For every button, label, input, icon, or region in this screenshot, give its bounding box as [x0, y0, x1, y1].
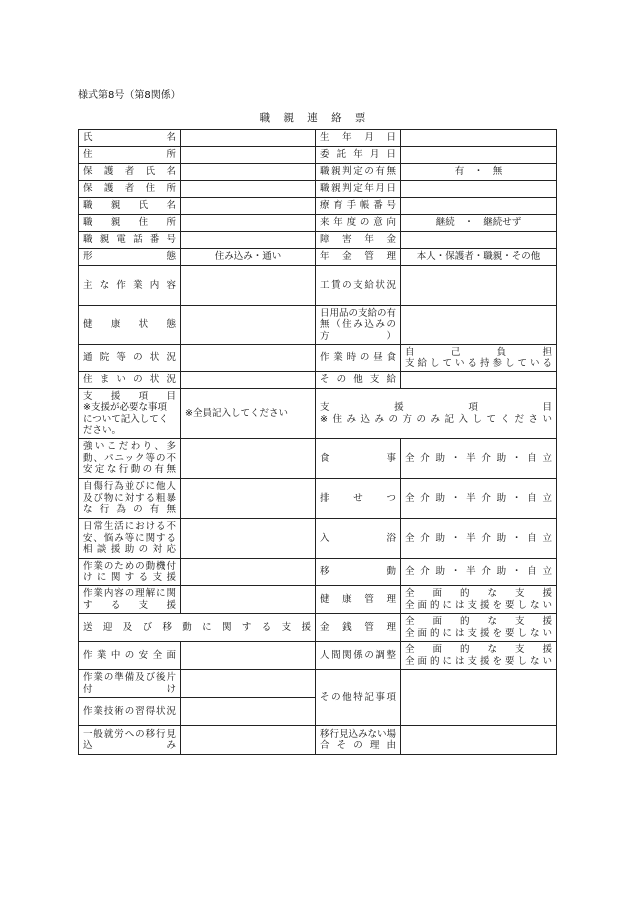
meal-options[interactable]: 全介助・半介助・自立 [401, 439, 557, 479]
unstable-behavior-label: 強いこだわり、多動、パニック等の不安定な行動の有無 [79, 439, 181, 479]
guardian-name-field[interactable] [181, 164, 316, 181]
commission-date-field[interactable] [401, 147, 557, 164]
form-row [79, 586, 557, 614]
name-field[interactable] [181, 130, 316, 147]
form-type-options[interactable]: 住み込み・通い [181, 249, 316, 266]
form-row [79, 249, 557, 266]
form-row [79, 306, 557, 345]
form-row [79, 372, 557, 389]
full-support-option[interactable]: 全面的な支援 [405, 588, 552, 600]
address-field[interactable] [181, 147, 316, 164]
partial-support-option[interactable]: 全面的には支援を要しない [405, 655, 552, 667]
work-lunch-options[interactable] [401, 345, 557, 372]
daily-goods-field[interactable] [401, 306, 557, 345]
assessment-date-field[interactable] [401, 181, 557, 198]
form-row [79, 345, 557, 372]
relationship-adjustment-label: 人間関係の調整 [316, 642, 401, 670]
full-support-option[interactable]: 全面的な支援 [405, 644, 552, 656]
main-work-field[interactable] [181, 266, 316, 306]
employer-address-field[interactable] [181, 215, 316, 232]
daily-goods-label: 日用品の支給の有無（住み込みの方） [316, 306, 401, 345]
self-harm-label: 自傷行為並びに他人及び物に対する粗暴な行為の有無 [79, 479, 181, 519]
self-harm-field[interactable] [181, 479, 316, 519]
form-row [79, 479, 557, 519]
liaison-form-table [78, 129, 557, 755]
partial-support-option[interactable]: 全面的には支援を要しない [405, 627, 552, 639]
assessment-date-label: 職親判定年月日 [316, 181, 401, 198]
health-management-options[interactable] [401, 586, 557, 614]
bathing-label: 入浴 [316, 519, 401, 559]
work-understanding-field[interactable] [181, 586, 316, 614]
form-row [79, 266, 557, 306]
toileting-options[interactable]: 全介助・半介助・自立 [401, 479, 557, 519]
employer-phone-field[interactable] [181, 232, 316, 249]
work-prep-label: 作業の準備及び後片付け [79, 670, 181, 698]
handbook-number-label: 療育手帳番号 [316, 198, 401, 215]
address-label: 住所 [79, 147, 181, 164]
assessment-presence-label: 職親判定の有無 [316, 164, 401, 181]
full-support-option[interactable]: 全面的な支援 [405, 616, 552, 628]
relationship-adjustment-options[interactable] [401, 642, 557, 670]
name-label: 氏名 [79, 130, 181, 147]
form-row [79, 519, 557, 559]
form-row [79, 147, 557, 164]
form-row [79, 614, 557, 642]
form-row [79, 181, 557, 198]
main-work-label: 主な作業内容 [79, 266, 181, 306]
hospital-visit-field[interactable] [181, 345, 316, 372]
disability-pension-field[interactable] [401, 232, 557, 249]
support-items-note: ※支援が必要な事項について記入してください。 [83, 402, 169, 436]
housing-status-field[interactable] [181, 372, 316, 389]
toileting-label: 排せつ [316, 479, 401, 519]
provided-or-brought-option[interactable]: 支給している持参している [405, 358, 552, 369]
support-items-title: 支援項目 [83, 390, 176, 402]
support-items-header-left [79, 389, 181, 439]
housing-status-label: 住まいの状況 [79, 372, 181, 389]
wage-status-field[interactable] [401, 266, 557, 306]
document-title: 職 親 連 絡 票 [259, 112, 371, 124]
handbook-number-field[interactable] [401, 198, 557, 215]
form-row [79, 130, 557, 147]
support-items-title-right: 支援項目 [320, 402, 552, 414]
birthdate-field[interactable] [401, 130, 557, 147]
support-items-header-right [316, 389, 557, 439]
live-in-note: ※住み込みの方のみ記入してください [320, 413, 552, 425]
commission-date-label: 委託年月日 [316, 147, 401, 164]
work-lunch-label: 作業時の昼食 [316, 345, 401, 372]
no-transition-reason-field[interactable] [401, 726, 557, 755]
form-row [79, 232, 557, 249]
next-year-intent-options[interactable]: 継続 ・ 継続せず [401, 215, 557, 232]
work-safety-label: 作業中の安全面 [79, 642, 181, 670]
form-row [79, 198, 557, 215]
form-number: 様式第8号（第8関係） [78, 90, 181, 101]
mobility-label: 移動 [316, 559, 401, 586]
transition-outlook-field[interactable] [181, 726, 316, 755]
transport-support-label: 送迎及び移動に関する支援 [79, 614, 316, 642]
partial-support-option[interactable]: 全面的には支援を要しない [405, 599, 552, 611]
hospital-visit-label: 通院等の状況 [79, 345, 181, 372]
special-notes-field[interactable] [401, 670, 557, 726]
all-fill-note: ※全員記入してください [181, 389, 316, 439]
work-safety-field[interactable] [181, 642, 316, 670]
pension-management-label: 年金管理 [316, 249, 401, 266]
work-understanding-label: 作業内容の理解に関する支援 [79, 586, 181, 614]
disability-pension-label: 障害年金 [316, 232, 401, 249]
next-year-intent-label: 来年度の意向 [316, 215, 401, 232]
skill-acquisition-label: 作業技術の習得状況 [79, 698, 181, 726]
counseling-field[interactable] [181, 519, 316, 559]
birthdate-label: 生年月日 [316, 130, 401, 147]
assessment-presence-options[interactable]: 有 ・ 無 [401, 164, 557, 181]
form-row [79, 642, 557, 670]
money-management-label: 金銭管理 [316, 614, 401, 642]
guardian-name-label: 保護者氏名 [79, 164, 181, 181]
form-row [79, 670, 557, 698]
motivation-support-label: 作業のための動機付けに関する支援 [79, 559, 181, 586]
form-row [79, 164, 557, 181]
money-management-options[interactable] [401, 614, 557, 642]
unstable-behavior-field[interactable] [181, 439, 316, 479]
pension-management-options[interactable]: 本人・保護者・職親・その他 [401, 249, 557, 266]
mobility-options[interactable]: 全介助・半介助・自立 [401, 559, 557, 586]
form-row [79, 559, 557, 586]
self-pay-option[interactable]: 自己負担 [405, 346, 552, 358]
special-notes-label: その他特記事項 [316, 670, 401, 726]
form-row [79, 215, 557, 232]
bathing-options[interactable]: 全介助・半介助・自立 [401, 519, 557, 559]
health-status-field[interactable] [181, 306, 316, 345]
employer-name-label: 職親氏名 [79, 198, 181, 215]
form-type-label: 形態 [79, 249, 181, 266]
transition-outlook-label: 一般就労への移行見込み [79, 726, 181, 755]
other-provision-field[interactable] [401, 372, 557, 389]
form-row [79, 389, 557, 439]
work-prep-field[interactable] [181, 670, 316, 698]
guardian-address-field[interactable] [181, 181, 316, 198]
form-row [79, 439, 557, 479]
health-status-label: 健康状態 [79, 306, 181, 345]
health-management-label: 健康管理 [316, 586, 401, 614]
skill-acquisition-field[interactable] [181, 698, 316, 726]
employer-address-label: 職親住所 [79, 215, 181, 232]
no-transition-reason-label: 移行見込みない場合その理由 [316, 726, 401, 755]
counseling-label: 日常生活における不安、悩み等に関する相談援助の対応 [79, 519, 181, 559]
employer-name-field[interactable] [181, 198, 316, 215]
guardian-address-label: 保護者住所 [79, 181, 181, 198]
meal-label: 食事 [316, 439, 401, 479]
form-row [79, 726, 557, 755]
other-provision-label: その他支給 [316, 372, 401, 389]
wage-status-label: 工賃の支給状況 [316, 266, 401, 306]
employer-phone-label: 職親電話番号 [79, 232, 181, 249]
motivation-support-field[interactable] [181, 559, 316, 586]
